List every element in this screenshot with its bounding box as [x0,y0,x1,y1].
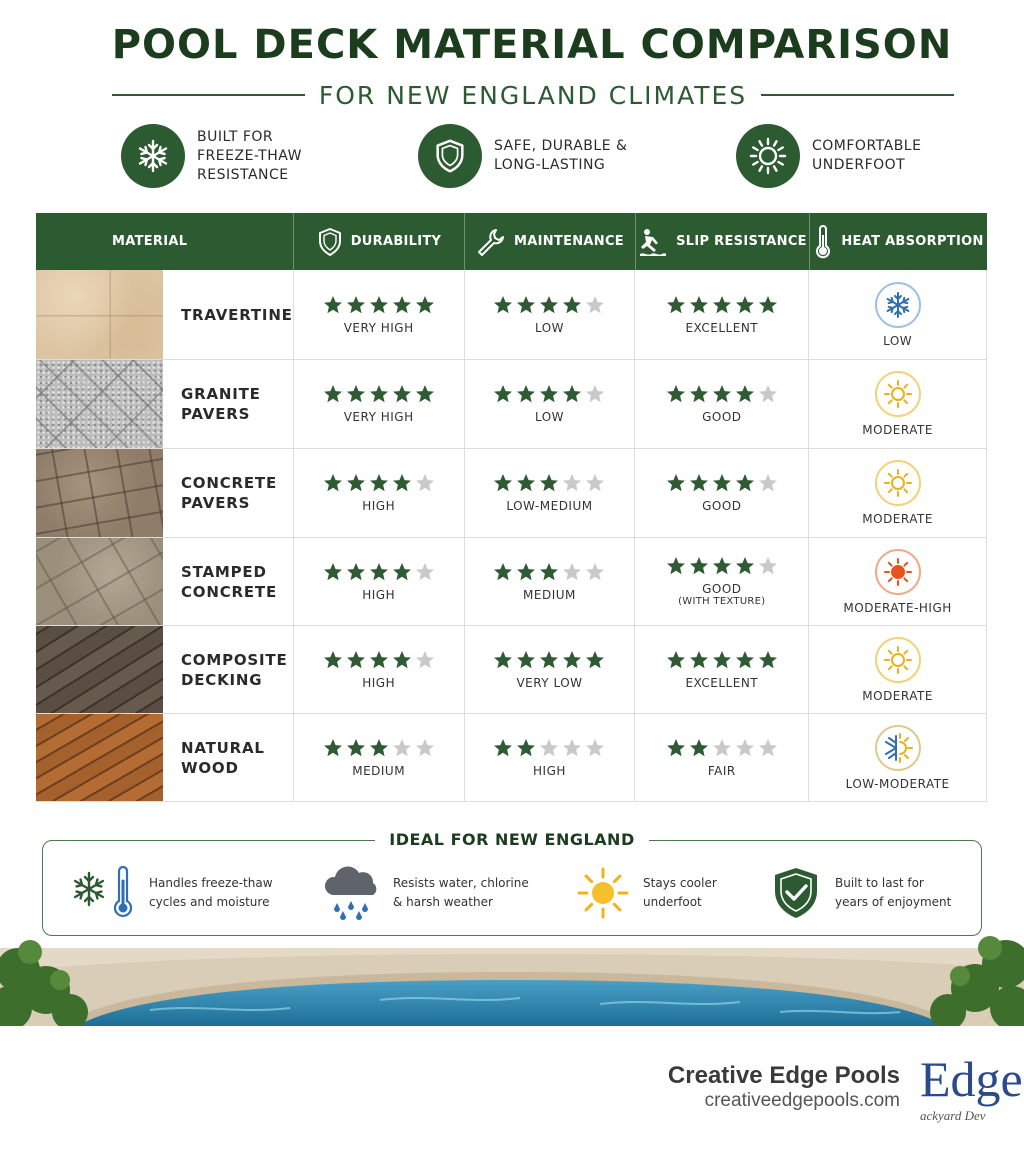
column-header-label: HEAT ABSORPTION [841,234,984,249]
heat-absorption-cell [809,714,986,801]
star-empty-icon [758,384,778,404]
ideal-title-text: IDEAL FOR NEW ENGLAND [375,830,648,849]
star-filled-icon [323,650,343,670]
star-empty-icon [562,562,582,582]
slip-resistance-label: EXCELLENT [685,320,759,335]
slip-resistance-label: EXCELLENT [685,675,759,690]
star-filled-icon [516,384,536,404]
maintenance-cell [465,538,636,625]
star-filled-icon [392,473,412,493]
star-filled-icon [493,650,513,670]
logo-tagline: ackyard Dev [920,1108,986,1123]
star-filled-icon [323,295,343,315]
ideal-item-weather [321,865,533,921]
subtitle-row [112,80,954,110]
star-filled-icon [712,295,732,315]
subtitle-divider-right [761,94,954,96]
star-filled-icon [415,384,435,404]
ideal-item-text: Stays cooler underfoot [643,876,717,909]
maintenance-stars [493,738,605,758]
company-logo [920,1052,1024,1132]
material-name: STAMPED CONCRETE [181,562,277,601]
star-filled-icon [666,473,686,493]
star-filled-icon [735,295,755,315]
natural-wood-swatch [36,714,163,801]
star-filled-icon [689,650,709,670]
maintenance-label: VERY LOW [516,675,583,690]
slip-resistance-label: FAIR [707,763,736,778]
feature-text: COMFORTABLE UNDERFOOT [812,138,922,173]
sun-icon [573,865,633,921]
ideal-item-text: Handles freeze-thaw cycles and moisture [149,876,273,909]
material-name: GRANITE PAVERS [181,385,261,423]
ideal-item-long-lasting [767,865,975,921]
brand-url: creativeedgepools.com [704,1090,900,1111]
maintenance-label: LOW [534,320,565,335]
star-filled-icon [516,738,536,758]
star-empty-icon [758,473,778,493]
durability-stars [323,650,435,670]
star-empty-icon [585,295,605,315]
heat-absorption-label: MODERATE [862,512,933,526]
subtitle-divider-left [112,94,305,96]
star-empty-icon [539,738,559,758]
heat-absorption-cell [809,360,986,448]
star-filled-icon [369,295,389,315]
snowflake-thermometer-icon [69,865,139,921]
table-row [36,360,987,449]
durability-stars [323,562,435,582]
heat-absorption-label: MODERATE-HIGH [843,600,952,615]
star-filled-icon [666,384,686,404]
snowflake-icon [121,124,185,188]
durability-cell [294,449,465,537]
star-filled-icon [493,562,513,582]
star-filled-icon [666,556,686,576]
star-filled-icon [493,295,513,315]
table-row [36,270,987,360]
star-filled-icon [392,384,412,404]
maintenance-label: LOW [534,410,565,424]
star-empty-icon [585,384,605,404]
star-filled-icon [712,556,732,576]
star-filled-icon [712,473,732,493]
ideal-item-text: Built to last for years of enjoyment [835,876,952,909]
page-title: POOL DECK MATERIAL COMPARISON [111,22,953,68]
heat-absorption-label: MODERATE [862,688,933,703]
star-filled-icon [735,650,755,670]
star-filled-icon [323,473,343,493]
maintenance-cell [465,270,636,359]
star-empty-icon [585,473,605,493]
heat-absorption-label: LOW [883,333,913,348]
column-header-label: SLIP RESISTANCE [676,234,807,249]
star-filled-icon [392,562,412,582]
heat-absorption-label: LOW-MODERATE [845,776,950,791]
column-header-label: DURABILITY [350,234,442,249]
maintenance-label: MEDIUM [523,587,576,602]
durability-label: VERY HIGH [343,320,414,335]
material-name: TRAVERTINE [181,305,293,324]
maintenance-stars [493,650,605,670]
star-filled-icon [346,738,366,758]
star-empty-icon [585,562,605,582]
durability-stars [323,738,435,758]
material-cell [36,270,294,359]
star-empty-icon [415,650,435,670]
slip-resistance-stars [666,556,778,576]
star-filled-icon [415,295,435,315]
feature-text: BUILT FOR FREEZE-THAW RESISTANCE [197,128,302,183]
star-filled-icon [758,295,778,315]
star-filled-icon [735,556,755,576]
star-empty-icon [712,738,732,758]
sun-icon [736,124,800,188]
maintenance-label: LOW-MEDIUM [506,499,593,513]
star-empty-icon [758,556,778,576]
slip-resistance-stars [666,473,778,493]
durability-label: HIGH [362,675,396,690]
sun-icon [875,371,921,417]
slip-person-icon [638,227,668,257]
star-filled-icon [346,650,366,670]
column-header-maintenance [465,213,636,270]
material-cell [36,714,294,801]
material-cell [36,538,294,625]
star-filled-icon [712,650,732,670]
star-filled-icon [539,562,559,582]
star-filled-icon [562,295,582,315]
star-filled-icon [689,473,709,493]
star-filled-icon [323,384,343,404]
star-filled-icon [516,650,536,670]
slip-resistance-stars [666,650,778,670]
maintenance-label: HIGH [533,763,566,778]
slip-resistance-label: GOOD [702,582,742,596]
snowflake-icon [875,282,921,328]
slip-resistance-stars [666,295,778,315]
maintenance-stars [493,295,605,315]
slip-resistance-stars [666,738,778,758]
travertine-swatch [36,270,163,359]
star-empty-icon [585,738,605,758]
page-subtitle: FOR NEW ENGLAND CLIMATES [318,80,748,110]
star-filled-icon [392,295,412,315]
table-header [36,213,987,270]
star-empty-icon [758,738,778,758]
column-header-heat-absorption [810,213,987,270]
hot-sun-icon [875,549,921,595]
star-filled-icon [539,384,559,404]
column-header-label: MAINTENANCE [513,234,624,249]
star-filled-icon [369,473,389,493]
material-name: CONCRETE PAVERS [181,474,277,512]
star-filled-icon [689,738,709,758]
maintenance-cell [465,626,636,713]
logo-wordmark: Edge [920,1052,1023,1107]
column-header-slip-resistance [636,213,810,270]
slip-resistance-cell [635,270,809,359]
comparison-table [36,213,987,802]
brand-name: Creative Edge Pools [667,1062,900,1089]
star-filled-icon [516,295,536,315]
star-filled-icon [562,650,582,670]
star-filled-icon [758,650,778,670]
column-header-label: MATERIAL [112,234,188,249]
star-filled-icon [666,650,686,670]
concrete-pavers-swatch [36,449,163,537]
thermometer-icon [813,225,833,259]
material-cell [36,360,294,448]
star-empty-icon [562,473,582,493]
star-filled-icon [369,650,389,670]
ideal-item-freeze-thaw [69,865,289,921]
heat-absorption-cell [809,449,986,537]
star-filled-icon [585,650,605,670]
shield-check-icon [767,865,825,921]
star-filled-icon [735,384,755,404]
ideal-items [43,861,981,931]
maintenance-stars [493,562,605,582]
star-filled-icon [369,562,389,582]
star-empty-icon [415,562,435,582]
granite-pavers-swatch [36,360,163,448]
durability-label: HIGH [362,587,396,602]
durability-label: MEDIUM [352,763,406,778]
ideal-title [43,830,981,849]
star-filled-icon [516,473,536,493]
star-filled-icon [369,738,389,758]
star-filled-icon [493,384,513,404]
durability-cell [294,270,465,359]
star-filled-icon [666,295,686,315]
durability-cell [294,538,465,625]
material-cell [36,449,294,537]
ideal-item-text: Resists water, chlorine & harsh weather [393,876,529,909]
star-filled-icon [689,295,709,315]
star-filled-icon [689,384,709,404]
slip-resistance-cell [635,538,809,625]
star-filled-icon [689,556,709,576]
star-filled-icon [539,650,559,670]
star-filled-icon [539,473,559,493]
table-row [36,449,987,538]
star-filled-icon [346,295,366,315]
durability-cell [294,360,465,448]
shield-icon [418,124,482,188]
sun-icon [875,460,921,506]
ideal-item-cooler [573,865,783,921]
star-empty-icon [735,738,755,758]
star-filled-icon [666,738,686,758]
column-header-durability [294,213,465,270]
feature-text: SAFE, DURABLE & LONG-LASTING [494,138,628,173]
slip-resistance-cell [635,360,809,448]
table-row [36,714,987,802]
slip-resistance-cell [635,626,809,713]
slip-resistance-stars [666,384,778,404]
star-empty-icon [415,738,435,758]
feature-strip [0,124,1024,190]
heat-absorption-cell [809,270,986,359]
durability-label: VERY HIGH [343,410,414,424]
star-filled-icon [323,562,343,582]
star-filled-icon [735,473,755,493]
durability-stars [323,473,435,493]
heat-absorption-cell [809,626,986,713]
pool-illustration [0,930,1024,1026]
sun-icon [875,637,921,683]
wrench-icon [476,227,506,257]
shield-icon [317,227,343,257]
material-cell [36,626,294,713]
star-filled-icon [493,738,513,758]
feature-comfortable [736,124,982,188]
maintenance-cell [465,449,636,537]
star-filled-icon [346,562,366,582]
heat-absorption-cell [809,538,986,625]
snow-sun-icon [875,725,921,771]
durability-cell [294,714,465,801]
feature-safe-durable [418,124,664,188]
maintenance-stars [493,384,605,404]
slip-resistance-label: GOOD [702,499,742,513]
durability-stars [323,384,435,404]
maintenance-stars [493,473,605,493]
star-empty-icon [415,473,435,493]
brand-block [600,1062,900,1112]
slip-resistance-cell [635,449,809,537]
star-filled-icon [712,384,732,404]
rain-cloud-icon [321,865,383,921]
star-filled-icon [346,384,366,404]
star-filled-icon [369,384,389,404]
maintenance-cell [465,714,636,801]
durability-cell [294,626,465,713]
star-filled-icon [346,473,366,493]
durability-label: HIGH [362,499,396,513]
slip-resistance-note: (WITH TEXTURE) [678,596,766,607]
heat-absorption-label: MODERATE [862,423,933,437]
star-filled-icon [516,562,536,582]
column-header-material [36,213,294,270]
star-empty-icon [562,738,582,758]
maintenance-cell [465,360,636,448]
ideal-panel [42,830,982,936]
stamped-concrete-swatch [36,538,163,625]
material-name: NATURAL WOOD [181,738,265,777]
star-filled-icon [539,295,559,315]
slip-resistance-cell [635,714,809,801]
star-empty-icon [392,738,412,758]
table-row [36,538,987,626]
star-filled-icon [562,384,582,404]
material-name: COMPOSITE DECKING [181,650,288,689]
feature-freeze-thaw [121,124,367,188]
star-filled-icon [493,473,513,493]
table-row [36,626,987,714]
durability-stars [323,295,435,315]
star-filled-icon [323,738,343,758]
composite-decking-swatch [36,626,163,713]
star-filled-icon [392,650,412,670]
slip-resistance-label: GOOD [702,410,742,424]
